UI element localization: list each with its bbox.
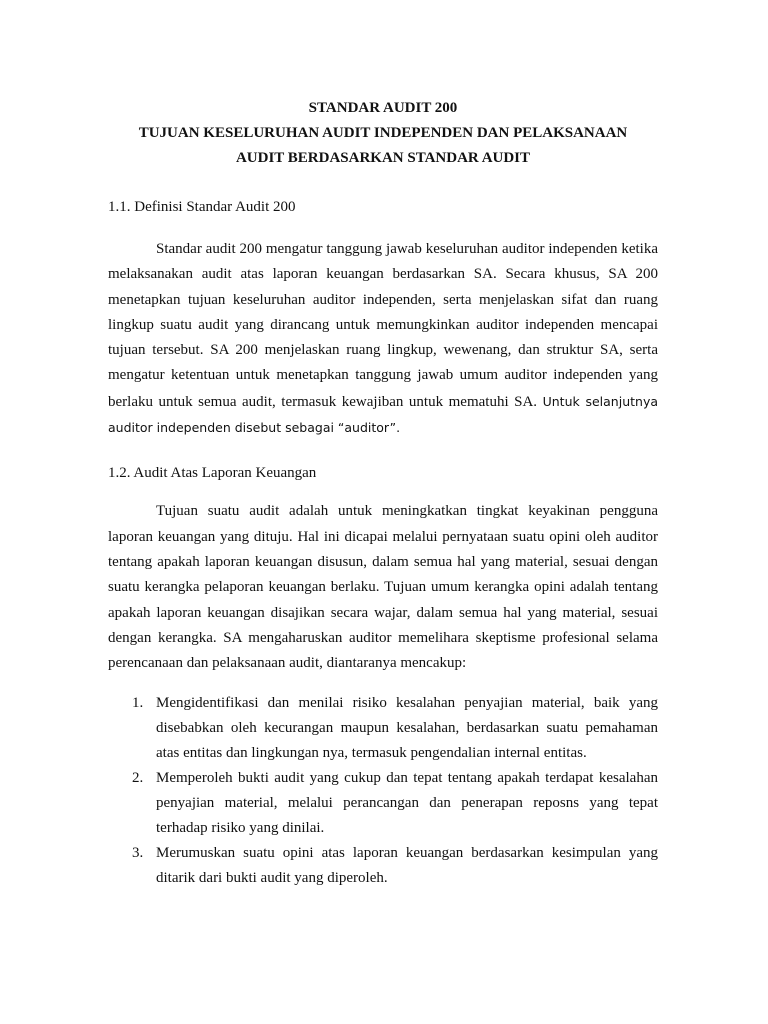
list-item [108,691,658,766]
document-title-line-2: TUJUAN KESELURUHAN AUDIT INDEPENDEN DAN PELAKSANAAN [138,125,628,141]
document-title-line-1: STANDAR AUDIT 200 [308,100,458,116]
section-1-1-paragraph-note: Untuk selanjutnya auditor independen disebut sebagai “auditor”. [108,393,659,436]
list-item-text: Merumuskan suatu opini atas laporan keuangan berdasarkan kesimpulan yang ditarik dari bukti audit yang diperoleh. [156,845,658,887]
section-1-1-paragraph-text: Standar audit 200 mengatur tanggung jawab keseluruhan auditor independen ketika melaksanakan audit atas laporan keuangan berdasarkan SA. Secara khusus, SA 200 menetapkan tujuan keseluruhan auditor independen, serta menjelaskan sifat dan ruang lingkup suatu audit yang dirancang untuk memungkinkan auditor independen mencapai tujuan tersebut. SA 200 menjelaskan ruang lingkup, wewenang, dan struktur SA, serta mengatur ketentuan untuk menetapkan tanggung jawab umum auditor independen yang berlaku untuk semua audit, termasuk kewajiban untuk mematuhi SA. [108,241,658,410]
section-heading-1-1: 1.1. Definisi Standar Audit 200 [108,199,296,215]
list-item-number: 2. [132,770,144,787]
list-item-text: Memperoleh bukti audit yang cukup dan tepat tentang apakah terdapat kesalahan penyajian material, melalui perancangan dan penerapan reposns yang tepat terhadap risiko yang dinilai. [156,770,658,837]
document-page [108,96,658,891]
section-1-2-paragraph: Tujuan suatu audit adalah untuk meningkatkan tingkat keyakinan pengguna laporan keuangan yang dituju. Hal ini dicapai melalui pernyataan suatu opini oleh auditor tentang apakah laporan keuangan disusun, dalam semua hal yang material, sesuai dengan suatu kerangka pelaporan keuangan berlaku. Tujuan umum kerangka opini adalah tentang apakah laporan keuangan disajikan secara wajar, dalam semua hal yang material, sesuai dengan kerangka. SA mengaharuskan auditor memelihara skeptisme profesional selama perencanaan dan pelaksanaan audit, diantaranya mencakup: [108,503,658,672]
list-item [108,841,658,891]
audit-objectives-list [108,691,658,891]
list-item-number: 1. [132,695,144,712]
document-title-line-3: AUDIT BERDASARKAN STANDAR AUDIT [235,150,531,166]
list-item [108,766,658,841]
section-heading-1-2: 1.2. Audit Atas Laporan Keuangan [108,465,317,482]
list-item-number: 3. [132,845,144,862]
section-1-1-paragraph [108,237,658,441]
list-item-text: Mengidentifikasi dan menilai risiko kesalahan penyajian material, baik yang disebabkan oleh kecurangan maupun kesalahan, berdasarkan suatu pemahaman atas entitas dan lingkungan nya, termasuk pengendalian internal entitas. [156,695,658,762]
